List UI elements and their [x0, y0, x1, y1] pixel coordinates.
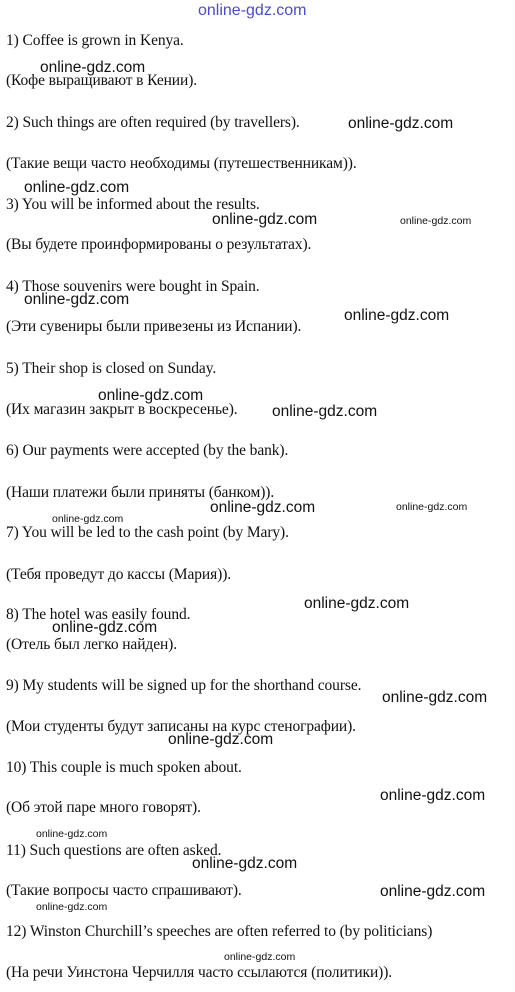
sentence-russian: (Такие вещи часто необходимы (путешественникам)).	[6, 155, 357, 172]
sentence-russian: (Наши платежи были приняты (банком)).	[6, 484, 275, 501]
watermark-text: online-gdz.com	[168, 731, 274, 748]
sentence-english: 9) My students will be signed up for the shorthand course.	[6, 677, 362, 694]
watermark-text: online-gdz.com	[24, 179, 130, 196]
sentence-russian: (Вы будете проинформированы о результатах).	[6, 236, 312, 253]
watermark-text: online-gdz.com	[304, 595, 410, 612]
watermark-text: online-gdz.com	[348, 115, 454, 132]
sentence-english: 12) Winston Churchill’s speeches are often referred to (by politicians)	[6, 923, 433, 940]
watermark-text: online-gdz.com	[210, 499, 316, 516]
watermark-text: online-gdz.com	[36, 901, 108, 913]
sentence-english: 3) You will be informed about the results.	[6, 196, 260, 213]
sentence-russian: (Об этой паре много говорят).	[6, 799, 201, 816]
sentence-english: 11) Such questions are often asked.	[6, 842, 222, 859]
sentence-russian: (Кофе выращивают в Кении).	[6, 72, 198, 89]
sentence-russian: (Тебя проведут до кассы (Мария)).	[6, 566, 232, 583]
watermark-text: online-gdz.com	[344, 307, 450, 324]
sentence-russian: (Отель был легко найден).	[6, 636, 178, 653]
header-watermark: online-gdz.com	[198, 2, 307, 19]
watermark-text: online-gdz.com	[98, 387, 204, 404]
sentence-english: 7) You will be led to the cash point (by Mary).	[6, 524, 289, 541]
watermark-text: online-gdz.com	[382, 689, 488, 706]
sentence-english: 1) Coffee is grown in Kenya.	[6, 32, 184, 49]
sentence-english: 6) Our payments were accepted (by the bank).	[6, 442, 289, 459]
watermark-text: online-gdz.com	[192, 855, 298, 872]
watermark-text: online-gdz.com	[36, 828, 108, 840]
watermark-text: online-gdz.com	[380, 883, 486, 900]
sentence-english: 8) The hotel was easily found.	[6, 606, 191, 623]
watermark-text: online-gdz.com	[24, 291, 130, 308]
sentence-russian: (Такие вопросы часто спрашивают).	[6, 882, 242, 899]
sentence-russian: (Мои студенты будут записаны на курс стенографии).	[6, 718, 356, 735]
sentence-russian: (Их магазин закрыт в воскресенье).	[6, 401, 238, 418]
watermark-text: online-gdz.com	[52, 513, 124, 525]
sentence-english: 4) Those souvenirs were bought in Spain.	[6, 278, 260, 295]
watermark-text: online-gdz.com	[40, 59, 146, 76]
watermark-text: online-gdz.com	[400, 215, 472, 227]
sentence-english: 2) Such things are often required (by travellers).	[6, 114, 300, 131]
watermark-text: online-gdz.com	[52, 619, 158, 636]
watermark-text: online-gdz.com	[396, 501, 468, 513]
sentence-english: 10) This couple is much spoken about.	[6, 759, 242, 776]
watermark-text: online-gdz.com	[224, 951, 296, 963]
sentence-russian: (На речи Уинстона Черчилля часто ссылаются (политики)).	[6, 964, 393, 981]
sentence-russian: (Эти сувениры были привезены из Испании).	[6, 318, 302, 335]
watermark-text: online-gdz.com	[272, 403, 378, 420]
sentence-english: 5) Their shop is closed on Sunday.	[6, 360, 217, 377]
watermark-text: online-gdz.com	[212, 211, 318, 228]
watermark-text: online-gdz.com	[380, 787, 486, 804]
